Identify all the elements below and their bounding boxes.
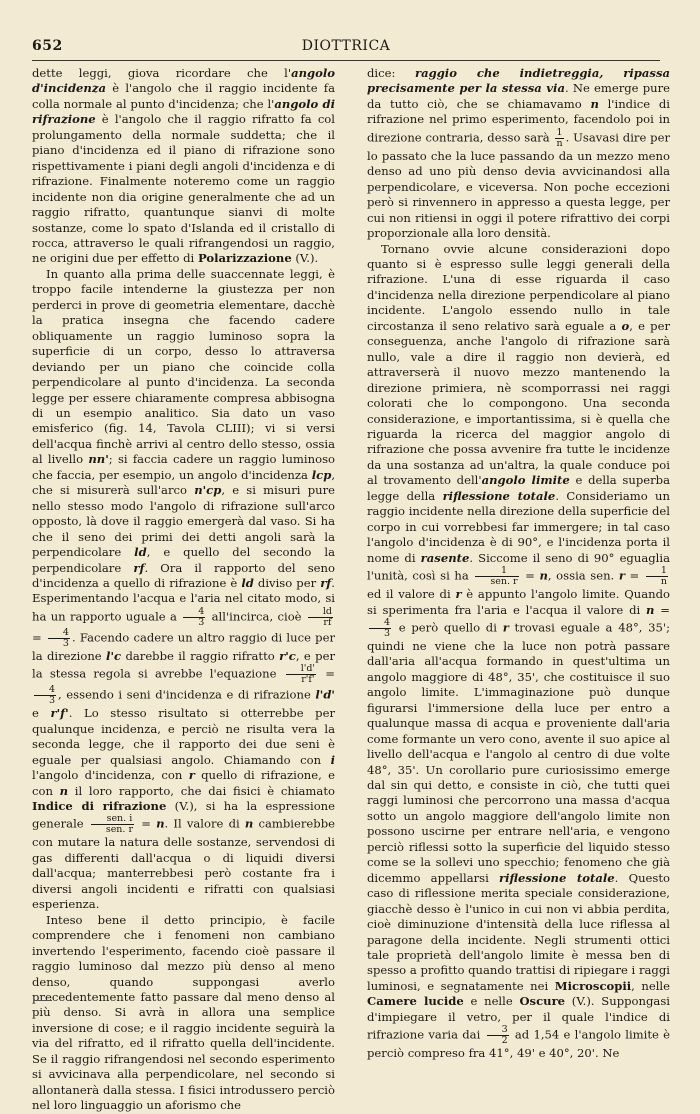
- symbol: n: [539, 568, 548, 583]
- symbol: ld: [241, 575, 254, 590]
- denominator: sen. r: [490, 576, 518, 588]
- text: cambierebbe con mutare la natura delle sostanze, servendosi di gas differenti dall'acqua o di liquidi diversi dall'acqua; manterrebbesi però costante fra i diversi angoli incidenti e rifratti con qualsiasi esperienza.: [32, 816, 335, 912]
- symbol: r: [455, 587, 462, 602]
- numerator: 4: [34, 685, 56, 696]
- text: dette leggi, giova ricordare che l': [32, 66, 292, 80]
- text: e nelle: [463, 994, 520, 1009]
- denominator: 3: [49, 695, 56, 707]
- text: . Ora il rapporto del seno d'incidenza a quello di rifrazione è: [32, 560, 335, 590]
- numerator: 4: [369, 618, 391, 629]
- text: =: [318, 666, 335, 681]
- text: =: [624, 568, 644, 583]
- fraction: [555, 128, 563, 149]
- text: =: [520, 568, 540, 583]
- text: In quanto alla prima delle suaccennate leggi, è troppo facile intenderne la giustezza per non perderci in prove di geometria elementare, dacchè la pratica insegna che facendo cadere obliquamente un raggio luminoso sopra la superficie di un corpo, desso lo attraversa deviando per un piano che coincide colla perpendicolare al punto d'incidenza. La seconda legge per essere chiaramente compresa abbisogna di un esempio analitico. Sia dato un vaso emisferico (fig. 14, Tavola CLIII); vi si versi dell'acqua finchè arrivi al centro dello stesso, ossia al livello: [32, 266, 335, 467]
- denominator: sen. r: [105, 824, 134, 836]
- cross-reference: Polarizzazione: [197, 251, 292, 266]
- text: dice:: [367, 66, 415, 80]
- numerator: ld: [308, 607, 333, 618]
- symbol: lcp: [311, 467, 332, 482]
- text: (V.), si ha la espressione generale: [32, 799, 335, 831]
- numerator: 1: [556, 126, 563, 138]
- text: , e per conseguenza, anche l'angolo di rifrazione sarà nullo, vale a dire il raggio non devierà, ed attraverserà il nuovo mezzo mantenendo la direzione primiera, nè scomporrassi nei raggi colorati che lo compongono. Una seconda considerazione, e importantissima, si è quella che riguarda la ricerca del maggior angolo di rifrazione che possa avvenire fra tutte le incidenze da una sostanza ad un'altra, la quale conduce poi al trovamento dell': [367, 318, 670, 488]
- fraction: [646, 566, 668, 587]
- text: trovasi eguale a 48°, 35'; quindi ne viene che la luce non potrà passare dall'aria all'acqua formando in quest'ultima un angolo maggiore di 48°, 35', che costituisce il suo angolo limite. L'immaginazione può dunque figurarsi l'immersione della luce per entro a qualunque massa di acqua e proveniente dall'aria come formante un vero cono, avente il suo apice al livello dell'acqua e l'angolo al centro di due volte 48°, 35'. Un corollario pure curiosissimo emerge dal sin qui detto, e consiste in ciò, che tutti quei raggi luminosi che percorrono una massa d'acqua sotto un angolo maggiore dell'angolo limite non possono uscirne per entrare nell'aria, e vengono perciò riflessi sotto la superficie del liquido stesso come se la sollevi uno specchio; fenomeno che già dicemmo appellarsi: [367, 620, 671, 885]
- text: ; si faccia cadere un raggio luminoso che faccia, per esempio, un angolo d'incidenza: [32, 452, 336, 482]
- symbol: r: [502, 620, 509, 635]
- cross-reference: Microscopii: [554, 978, 632, 993]
- denominator: n: [556, 137, 563, 149]
- left-column: [32, 66, 335, 1114]
- text: (V.). Suppongasi d'impiegare il vetro, per il quale l'indice di rifrazione varia dai: [367, 994, 671, 1042]
- denominator: n: [660, 576, 667, 588]
- term: riflessione totale: [442, 488, 556, 503]
- text: l'indice di rifrazione nel primo esperimento, facendolo poi in direzione contraria, desso sarà: [367, 96, 670, 145]
- symbol: n: [646, 602, 655, 617]
- text: . Ne emerge pure da tutto ciò, che se chiamavamo: [367, 81, 670, 111]
- text: . Facendo cadere un altro raggio di luce per la direzione: [32, 630, 335, 663]
- numerator: 3: [487, 1025, 509, 1036]
- numerator: 1: [646, 566, 668, 577]
- footer-mark: [34, 1000, 52, 1001]
- symbol: r: [188, 768, 195, 783]
- text: e della superba legge della: [367, 473, 671, 503]
- paragraph: [32, 267, 335, 913]
- symbol: i: [330, 752, 335, 767]
- paragraph: [32, 66, 335, 267]
- text: ad 1,54 e l'angolo limite è perciò compreso fra 41°, 49' e 40°, 20'. Ne: [367, 1027, 671, 1061]
- symbol: r: [618, 568, 625, 583]
- text: darebbe il raggio rifratto: [121, 648, 280, 663]
- denominator: r'f': [301, 674, 315, 686]
- text: . Il valore di: [164, 816, 245, 831]
- denominator: rf: [323, 616, 332, 628]
- numerator: sen. i: [91, 814, 134, 825]
- symbol: ld: [134, 545, 147, 560]
- text: all'incirca, cioè: [207, 609, 306, 624]
- text: , e si misuri pure nello stesso modo l'angolo di rifrazione sull'arco opposto, là dove il raggio emergerà dal vaso. Si ha che il seno dei primi dei detti angoli sarà la perpendicolare: [32, 483, 335, 560]
- text: è l'angolo che il raggio incidente fa colla normale al punto d'incidenza; che l': [32, 81, 335, 111]
- symbol: n: [590, 96, 599, 111]
- text: , e quello del secondo la perpendicolare: [32, 545, 335, 575]
- text: e: [32, 706, 51, 721]
- cross-reference: Indice di rifrazione: [32, 799, 167, 814]
- symbol: o: [621, 318, 630, 333]
- term: angolo d'incidenza: [32, 66, 335, 96]
- symbol: nn': [88, 452, 109, 467]
- fraction: [91, 814, 134, 835]
- text: ed il valore di: [367, 587, 456, 602]
- text: . Questo caso di riflessione merita speciale considerazione, giacchè desso è l'unico in cui non vi abbia perdita, cioè diminuzione d'intensità della luce riflessa al paragone della incidente. Negli strumenti ottici tale proprietà dell'angolo limite è messa ben di spesso a profitto quando trattisi di ripiegare i raggi luminosi, e segnatamente nei: [367, 870, 670, 993]
- text: . Siccome il seno di 90° eguaglia l'unità, così si ha: [367, 550, 670, 583]
- symbol: rf: [133, 560, 145, 575]
- term: angolo di rifrazione: [32, 96, 336, 127]
- fraction: [308, 607, 333, 628]
- denominator: 3: [198, 616, 205, 628]
- aphorism: raggio che indietreggia, ripassa precisamente per la stessa via: [367, 66, 670, 96]
- symbol: n: [244, 816, 254, 831]
- denominator: 3: [384, 627, 391, 639]
- text: Inteso bene il detto principio, è facile comprendere che i fenomeni non cambiano invertendo l'esperimento, facendo cioè passare il raggio luminoso dal mezzo più denso al meno denso, quando suppongasi averlo precedentemente fatto passare dal meno denso al più denso. Si avrà in allora una semplice inversione di cose; e il raggio incidente seguirà la via del rifratto, ed il rifratto quella dell'incidente. Se il raggio rifrangendosi nel secondo esperimento si avvicinava alla perpendicolare, nel secondo si allontanerà dalla stessa. I fisici introdussero perciò nel loro linguaggio un aforismo che: [32, 912, 335, 1113]
- text: è appunto l'angolo limite. Quando si sperimenta fra l'aria e l'acqua il valore di: [367, 587, 670, 617]
- symbol: n'cp: [194, 483, 222, 498]
- term: angolo limite: [481, 473, 570, 488]
- text: . Consideriamo un raggio incidente nella direzione della superficie del corpo in cui vorrebbesi far immergere; in tal caso l'angolo d'incidenza è di 90°, e l'incidenza porta il nome di: [367, 488, 670, 565]
- fraction: [286, 664, 316, 685]
- header-rule: [32, 60, 660, 61]
- symbol: n: [156, 816, 165, 831]
- text: , che si misurerà sull'arco: [32, 467, 335, 498]
- symbol: rf: [320, 575, 332, 590]
- paragraph: [367, 66, 670, 242]
- paragraph: [367, 242, 670, 1062]
- text: , essendo i seni d'incidenza e di rifrazione: [58, 687, 316, 702]
- text: quello di rifrazione, e con: [32, 768, 335, 798]
- fraction: [369, 618, 391, 639]
- fraction: [475, 566, 518, 587]
- fraction: [34, 685, 56, 706]
- numerator: 4: [48, 628, 70, 639]
- term: rasente: [420, 550, 470, 565]
- paragraph: [32, 913, 335, 1114]
- text: , e per la stessa regola si avrebbe l'equazione: [32, 648, 335, 681]
- symbol: l'd': [315, 687, 335, 702]
- text: l'angolo d'incidenza, con: [32, 768, 189, 783]
- text: Tornano ovvie alcune considerazioni dopo quanto si è espresso sulle leggi generali della rifrazione. L'una di esse riguarda il caso d'incidenza nella direzione perpendicolare al piano incidente. L'angolo essendo nullo in tale circostanza il seno relativo sarà eguale a: [367, 241, 670, 333]
- symbol: l'c: [106, 648, 122, 663]
- denominator: 3: [62, 637, 69, 649]
- denominator: 2: [501, 1035, 508, 1047]
- symbol: r'c: [279, 648, 296, 663]
- fraction: [487, 1025, 509, 1046]
- text: , ossia sen.: [547, 568, 619, 583]
- running-title: DIOTTRICA: [301, 38, 391, 54]
- fraction: [48, 628, 70, 649]
- text: diviso per: [253, 575, 321, 590]
- text: =: [654, 602, 670, 617]
- page-header: [32, 38, 660, 58]
- page-number: 652: [32, 38, 63, 54]
- text: , nelle: [631, 978, 670, 993]
- cross-reference: Oscure: [519, 994, 566, 1009]
- symbol: n: [59, 783, 69, 798]
- fraction: [183, 607, 205, 628]
- text: (V.).: [291, 251, 319, 266]
- text: e però quello di: [393, 620, 503, 635]
- text: =: [136, 816, 157, 831]
- numerator: 4: [183, 607, 205, 618]
- numerator: l'd': [286, 664, 316, 675]
- text: il loro rapporto, che dai fisici è chiamato: [68, 783, 335, 798]
- text: è l'angolo che il raggio rifratto fa col prolungamento della normale suddetta; che il piano d'incidenza ed il piano di rifrazione sono rispettivamente i piani degli angoli d'incidenza e di rifrazione. Finalmente noteremo come un raggio incidente non dia origine generalmente che ad un raggio rifratto, quantunque sianvi di molte sostanze, come lo spato d'Islanda ed il cristallo di rocca, attraverso le quali rifrangendosi un raggio, ne origini due per effetto di: [32, 112, 335, 266]
- text: . Esperimentando l'acqua e l'aria nel citato modo, si ha un rapporto uguale a: [32, 575, 335, 624]
- symbol: r'f': [50, 706, 69, 721]
- text: . Usavasi dire per lo passato che la luce passando da un mezzo meno denso ad uno più denso devia avvicinandosi alla perpendicolare, e viceversa. Non poche eccezioni però si rinvennero in appresso a questa legge, per cui non ritiensi in oggi il potere rifrattivo dei corpi proporzionale alla loro densità.: [367, 130, 670, 241]
- cross-reference: Camere lucide: [367, 994, 464, 1009]
- right-column: [367, 66, 670, 1062]
- text: . Lo stesso risultato si otterrebbe per qualunque incidenza, e perciò ne risulta vera la seconda legge, che il rapporto dei due seni è eguale per qualsiasi angolo. Chiamando con: [32, 706, 336, 767]
- text: =: [32, 630, 46, 645]
- numerator: 1: [475, 566, 518, 577]
- term: riflessione totale: [499, 870, 615, 885]
